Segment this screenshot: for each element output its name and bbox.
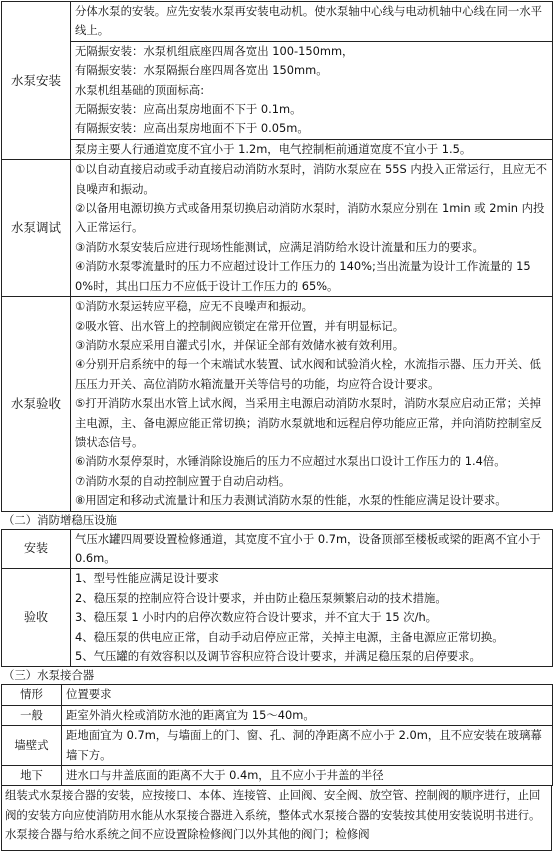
text-line: ⑤打开消防水泵出水管上试水阀，当采用主电源启动消防水泵时，消防水泵应启动正常；关掉主电源，主、备电源应能正常切换；消防水泵就地和远程启停功能应正常，并向消防控制室反馈状态信号。 [75, 396, 543, 449]
text-line: ②吸水管、出水管上的控制阀应锁定在常开位置，并有明显标记。 [75, 318, 405, 333]
text-line: ①以自动直接启动或手动直接启动消防水泵时，消防水泵应在 55S 内投入正常运行，且应无不良噪声和振动。 [75, 162, 548, 196]
pump-table [1, 1, 553, 512]
text-line: ⑧用固定和移动式流量计和压力表测试消防水泵的性能，水泵的性能应满足设计要求。 [75, 493, 507, 508]
text-line: 有隔振安装：应高出泵房地面不下于 0.05m。 [75, 121, 309, 136]
text-line: 2、稳压泵的控制应符合设计要求，并由防止稳压泵频繁启动的技术措施。 [75, 590, 447, 605]
text-line: 无隔振安装：水泵机组底座四周各宽出 100-150mm， [75, 43, 354, 58]
table-row [2, 160, 553, 297]
header-label-case: 情形 [2, 685, 62, 705]
row-label-underground: 地下 [2, 766, 62, 786]
row-label-install: 安装 [2, 529, 71, 569]
text-line: 气压水罐四周要设置检修通道，其宽度不宜小于 0.7m，设备顶部至楼板或梁的距离不宜小于 0.6m。 [75, 531, 541, 565]
text-line: 距地面宜为 0.7m，与墙面上的门、窗、孔、洞的净距离不应小于 2.0m，且不应安装在玻璃幕墙下方。 [66, 728, 542, 762]
row-label-pump-accept: 水泵验收 [2, 297, 71, 511]
text-line: 有隔振安装：水泵隔振台座四周各宽出 150mm。 [75, 63, 328, 78]
document-page [1, 1, 552, 851]
pump-install-cell-3 [71, 139, 553, 159]
row-label-wall: 墙壁式 [2, 726, 62, 766]
text-line: ④分别开启系统中的每一个末端试水装置、试水阀和试验消火栓，水流指示器、压力开关、低压压力开关、高位消防水箱流量开关等信号的功能，均应符合设计要求。 [75, 357, 541, 391]
table-row [2, 529, 553, 569]
table-row [2, 726, 553, 766]
pressure-stabilizer-table [1, 529, 553, 668]
table-row [2, 569, 553, 667]
header-label-position: 位置要求 [62, 685, 553, 705]
text-line: 4、稳压泵的供电应正常，自动手动启停应正常，关掉主电源，主备电源应正常切换。 [75, 629, 504, 644]
section-title-pressure-stabilizer: （二）消防增稳压设施 [3, 512, 117, 527]
text-line: 分体水泵的安装。应先安装水泵再安装电动机。使水泵轴中心线与电动机轴中心线在同一水平线上。 [75, 4, 543, 38]
row-label-acceptance: 验收 [2, 569, 71, 667]
row-label-general: 一般 [2, 705, 62, 725]
text-line: 泵房主要人行通道宽度不宜小于 1.2m，电气控制柜前通道宽度不宜小于 1.5。 [75, 141, 472, 156]
install-cell [71, 529, 553, 569]
text-line: 水泵机组基础的顶面标高: [75, 82, 205, 97]
table-header-row [2, 685, 553, 705]
acceptance-cell [71, 569, 553, 667]
text-line: 3、稳压泵 1 小时内的启停次数应符合设计要求，并不宜大于 15 次/h。 [75, 610, 438, 625]
text-line: ⑥消防水泵停泵时，水锤消除设施后的压力不应超过水泵出口设计工作压力的 1.4倍。 [75, 454, 506, 469]
text-line: ④消防水泵零流量时的压力不应超过设计工作压力的 140%;当出流量为设计工作流量的 150%时，其出口压力不应低于设计工作压力的 65%。 [75, 259, 531, 293]
text-line: 1、型号性能应满足设计要求 [75, 571, 219, 586]
installation-note: 组装式水泵接合器的安装，应按接口、本体、连接管、止回阀、安全阀、放空管、控制阀的顺序进行，止回阀的安装方向应使消防用水能从水泵接合器进入系统，整体式水泵接合器的安装按其使用安装说明书进行。水泵接合器与给水系统之间不应设置除检修阀门以外其他的阀门；检修阀 [1, 786, 552, 851]
row-label-pump-debug: 水泵调试 [2, 160, 71, 297]
pump-debug-cell [71, 160, 553, 297]
pump-connector-table [1, 684, 553, 786]
section-title-pump-connector: （三）水泵接合器 [3, 668, 95, 683]
text-line: 进水口与井盖底面的距离不大于 0.4m，且不应小于井盖的半径 [66, 768, 384, 783]
table-row [2, 41, 553, 139]
general-cell [62, 705, 553, 725]
table-row [2, 705, 553, 725]
text-line: ⑦消防水泵的自动控制应置于自动启动档。 [75, 473, 291, 488]
pump-accept-cell [71, 297, 553, 511]
wall-cell [62, 726, 553, 766]
text-line: ①消防水泵运转应平稳，应无不良噪声和振动。 [75, 299, 314, 314]
table-row [2, 766, 553, 786]
text-line: ③消防水泵安装后应进行现场性能测试，应满足消防给水设计流量和压力的要求。 [75, 239, 484, 254]
table-row [2, 139, 553, 159]
text-line: ③消防水泵应采用自灌式引水，并保证全部有效储水被有效利用。 [75, 337, 405, 352]
pump-install-cell-2 [71, 41, 553, 139]
text-line: ②以备用电源切换方式或备用泵切换启动消防水泵时，消防水泵应分别在 1min 或 2min 内投入正常运行。 [75, 201, 545, 235]
table-row [2, 297, 553, 511]
row-label-pump-install: 水泵安装 [2, 2, 71, 160]
underground-cell [62, 766, 553, 786]
text-line: 无隔振安装：应高出泵房地面不下于 0.1m。 [75, 102, 302, 117]
pump-install-cell-1 [71, 2, 553, 42]
table-row [2, 2, 553, 42]
text-line: 5、气压罐的有效容积以及调节容积应符合设计要求，并满足稳压泵的启停要求。 [75, 649, 481, 663]
text-line: 距室外消火栓或消防水池的距离宜为 15～40m。 [66, 707, 315, 722]
